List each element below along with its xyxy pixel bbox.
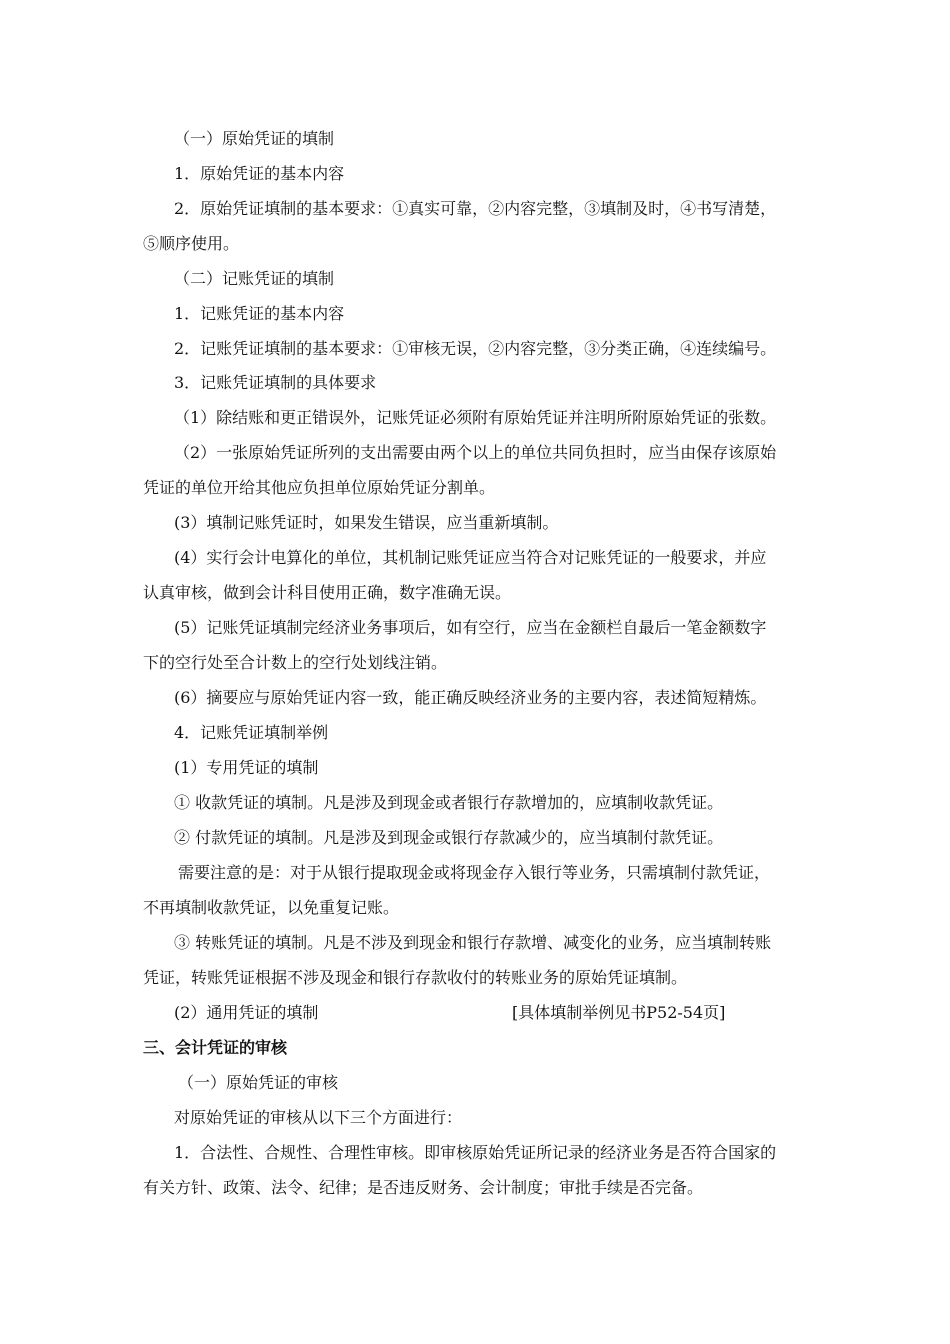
paragraph-line: 3．记账凭证填制的具体要求 (174, 373, 377, 392)
paragraph-line (174, 1003, 318, 1023)
subsection-heading: （一）原始凭证的填制 (174, 129, 335, 148)
paragraph-text: (2）通用凭证的填制 (174, 1003, 319, 1022)
paragraph-line: 2．原始凭证填制的基本要求：①真实可靠，②内容完整，③填制及时，④书写清楚， (174, 199, 777, 218)
paragraph-line: 1．原始凭证的基本内容 (174, 164, 345, 183)
paragraph-line: 1．合法性、合规性、合理性审核。即审核原始凭证所记录的经济业务是否符合国家的 (174, 1143, 777, 1162)
paragraph-line: (5）记账凭证填制完经济业务事项后，如有空行，应当在金额栏自最后一笔金额数字 (174, 618, 767, 637)
paragraph-line: ⑤顺序使用。 (143, 234, 240, 253)
paragraph-line: ① 收款凭证的填制。凡是涉及到现金或者银行存款增加的，应填制收款凭证。 (174, 793, 724, 812)
paragraph-line: 认真审核，做到会计科目使用正确，数字准确无误。 (143, 583, 512, 602)
paragraph-line: 4．记账凭证填制举例 (174, 723, 329, 742)
paragraph-line: 凭证，转账凭证根据不涉及现金和银行存款收付的转账业务的原始凭证填制。 (143, 968, 688, 987)
paragraph-line: ② 付款凭证的填制。凡是涉及到现金或银行存款减少的，应当填制付款凭证。 (174, 828, 724, 847)
reference-note: [具体填制举例见书P52-54页] (512, 1003, 726, 1022)
paragraph-line: (6）摘要应与原始凭证内容一致，能正确反映经济业务的主要内容，表述简短精炼。 (174, 688, 767, 707)
paragraph-line: ③ 转账凭证的填制。凡是不涉及到现金和银行存款增、减变化的业务，应当填制转账 (174, 933, 772, 952)
paragraph-line: 有关方针、政策、法令、纪律；是否违反财务、会计制度；审批手续是否完备。 (143, 1178, 704, 1197)
paragraph-line: (1）专用凭证的填制 (174, 758, 319, 777)
paragraph-line: 需要注意的是：对于从银行提取现金或将现金存入银行等业务，只需填制付款凭证， (178, 863, 771, 882)
paragraph-line: 不再填制收款凭证，以免重复记账。 (143, 898, 400, 917)
paragraph-line: (3）填制记账凭证时，如果发生错误，应当重新填制。 (174, 513, 559, 532)
paragraph-line: （2）一张原始凭证所列的支出需要由两个以上的单位共同负担时，应当由保存该原始 (174, 443, 777, 462)
paragraph-line: 凭证的单位开给其他应负担单位原始凭证分割单。 (143, 478, 496, 497)
section-heading: 三、会计凭证的审核 (143, 1038, 288, 1057)
paragraph-line: 下的空行处至合计数上的空行处划线注销。 (143, 653, 448, 672)
subsection-heading: （二）记账凭证的填制 (174, 269, 335, 288)
paragraph-line: 对原始凭证的审核从以下三个方面进行： (174, 1108, 463, 1127)
paragraph-line: (4）实行会计电算化的单位，其机制记账凭证应当符合对记账凭证的一般要求，并应 (174, 548, 767, 567)
paragraph-line: （1）除结账和更正错误外，记账凭证必须附有原始凭证并注明所附原始凭证的张数。 (174, 408, 777, 427)
paragraph-line: 2．记账凭证填制的基本要求：①审核无误，②内容完整，③分类正确，④连续编号。 (174, 339, 777, 358)
subsection-heading: （一）原始凭证的审核 (178, 1073, 339, 1092)
paragraph-line: 1．记账凭证的基本内容 (174, 304, 345, 323)
